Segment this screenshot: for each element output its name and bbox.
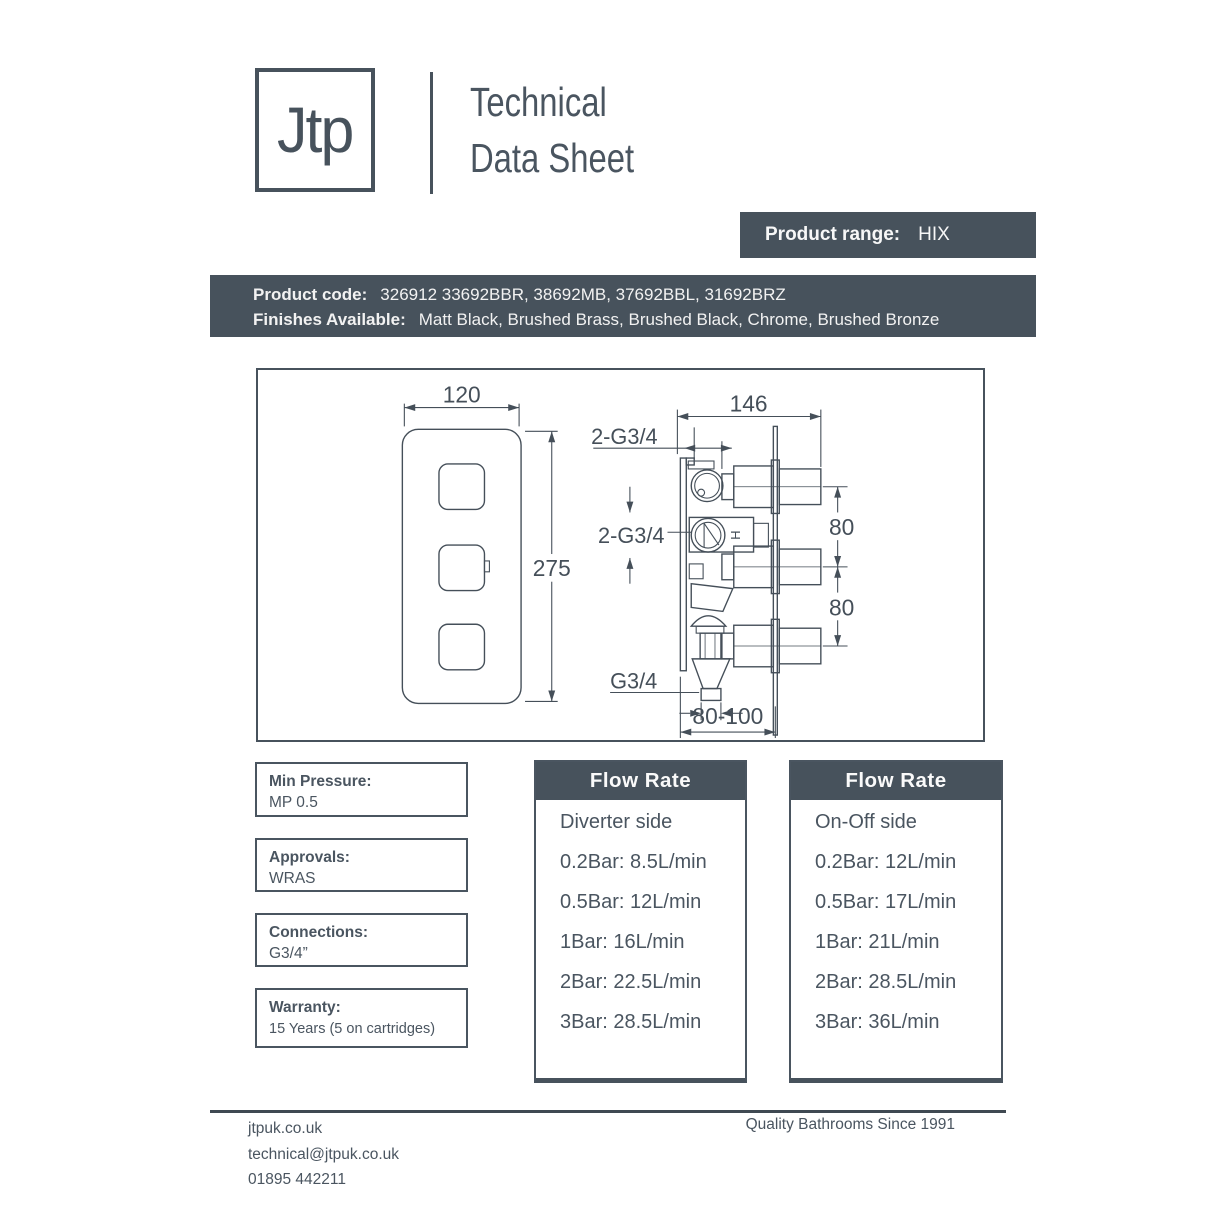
spec-label: Warranty: [269,999,341,1016]
front-plate [402,429,521,703]
front-knob-tab [484,561,489,572]
footer-website[interactable]: jtpuk.co.uk [248,1120,323,1137]
flow-rate-row: 2Bar: 22.5L/min [560,971,702,993]
dim-port-bottom: G3/4 [610,668,658,694]
spec-value: G3/4” [269,945,308,962]
dim-port-mid: 2-G3/4 [598,523,665,549]
spindle-bottom [722,619,821,672]
footer-email[interactable]: technical@jtpuk.co.uk [248,1145,400,1163]
product-range-banner [740,212,1036,258]
spec-label: Approvals: [269,849,350,866]
spec-label: Min Pressure: [269,773,372,790]
dim-depth-range: 80-100 [692,703,764,730]
dim-spacing-top: 80 [828,514,855,541]
document-title-line2: Data Sheet [470,135,635,181]
outlet-spout [701,689,721,701]
port-circle-hot [691,518,725,552]
flow-rate-row: 1Bar: 16L/min [560,931,685,953]
front-knob-bottom [439,624,485,670]
spec-label: Connections: [269,924,369,941]
flow-table-title: Flow Rate [791,762,1001,800]
footer-divider [210,1110,1006,1113]
funnel [691,584,733,612]
product-code-label: Product code: [253,285,368,304]
dim-front-height: 275 [532,554,571,581]
product-range-label: Product range: [765,224,901,245]
flow-table-subtitle: Diverter side [560,811,673,833]
flow-rate-row: 0.2Bar: 8.5L/min [560,851,707,873]
finishes-value: Matt Black, Brushed Brass, Brushed Black, Chrome, Brushed Bronze [418,310,940,329]
mounting-plate [680,458,686,671]
jtp-logo [255,68,375,192]
finishes-row [253,307,1036,332]
flow-rate-table-diverter [534,760,747,1083]
technical-drawing-panel [256,368,985,742]
spec-box-connections [255,913,468,967]
flow-rate-row: 0.5Bar: 12L/min [560,891,702,913]
document-title-line1: Technical [470,79,607,125]
flow-rate-table-onoff [789,760,1003,1083]
spec-box-approvals [255,838,468,892]
footer-tagline: Quality Bathrooms Since 1991 [745,1116,955,1133]
flow-rate-row: 1Bar: 21L/min [815,931,940,953]
dim-spacing-bottom: 80 [828,594,855,621]
technical-drawing [258,370,983,740]
flow-table-body [536,800,745,1042]
cartridge-cylinder [700,633,721,659]
dim-side-width: 146 [729,390,768,417]
product-info-banner [210,275,1036,337]
spindle-top [722,460,821,513]
spec-box-warranty [255,988,468,1048]
footer-contact [248,1116,399,1193]
dome [691,616,726,626]
outlet-funnel [692,659,730,689]
spec-value: WRAS [269,870,316,887]
front-view [402,382,572,704]
flow-rate-row: 0.2Bar: 12L/min [815,851,957,873]
spec-box-min-pressure [255,762,468,817]
jtp-logo-text: Jtp [277,94,353,166]
product-code-value: 326912 33692BBR, 38692MB, 37692BBL, 31692BRZ [380,285,786,304]
document-title [470,74,634,186]
flow-table-title: Flow Rate [536,762,745,800]
finishes-label: Finishes Available: [253,310,406,329]
front-knob-top [439,464,485,510]
dim-front-width: 120 [442,381,481,408]
product-code-row [253,282,1036,307]
product-range-value: HIX [918,224,950,245]
footer-phone: 01895 442211 [248,1171,346,1188]
flow-rate-row: 3Bar: 28.5L/min [560,1011,702,1033]
cold-port-stub [689,564,703,579]
front-knob-middle [439,545,485,591]
flow-rate-row: 3Bar: 36L/min [815,1011,940,1033]
dim-port-top: 2-G3/4 [591,424,658,450]
spec-value: MP 0.5 [269,794,318,811]
spindle-middle [722,540,821,593]
flow-table-body [791,800,1001,1042]
flow-rate-row: 0.5Bar: 17L/min [815,891,957,913]
side-view [591,391,857,738]
flow-table-subtitle: On-Off side [815,811,917,833]
flow-rate-row: 2Bar: 28.5L/min [815,971,957,993]
header-divider [430,72,433,194]
port-circle-top [691,470,723,502]
hot-marking: H [727,530,743,540]
spec-value: 15 Years (5 on cartridges) [269,1021,436,1037]
